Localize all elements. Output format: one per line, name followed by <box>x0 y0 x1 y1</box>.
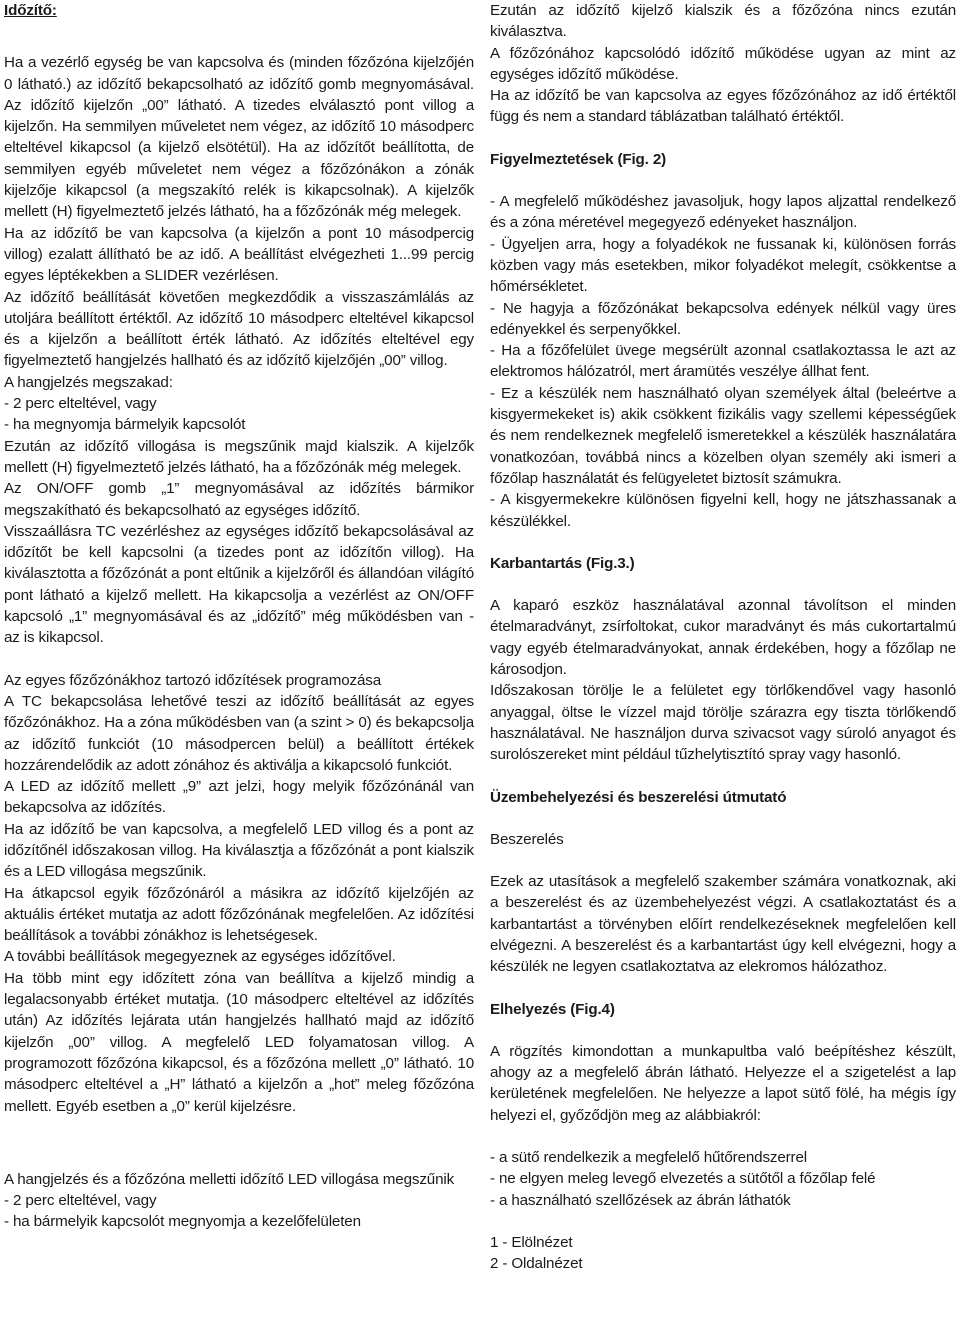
maintenance-heading: Karbantartás (Fig.3.) <box>490 554 635 572</box>
right-column <box>490 0 956 1275</box>
placement-list-item-1: - a sütő rendelkezik a megfelelő hűtőrendszerrel <box>490 1149 807 1167</box>
left-column <box>4 0 474 1233</box>
timer-list-item-2: - ha megnyomja bármelyik kapcsolót <box>4 416 246 434</box>
programming-paragraph-1: A TC bekapcsolása lehetővé teszi az időzítő beállítását az egyes főzőzónákhoz. Ha a zóna működésben van (a szint > 0) és bekapcsolja az időzítő funkciót (10 másodpercen belül) a beállított értékek hozzárendelődik az adott zónához és aktiválja a kikapcsoló funkciót. <box>4 692 474 774</box>
programming-paragraph-4: Ha átkapcsol egyik főzőzónáról a másikra az időzítő kijelzőjén az aktuális értéket mutatja az adott főzőzónának megfelelően. Az időzítési beállítások a további zónákhoz is lehetségesek. <box>4 884 474 945</box>
timer-paragraph-3: Az időzítő beállítását követően megkezdődik a visszaszámlálás az utoljára beállított értéktől. Az időzítő 10 másodperc elteltével kikapcsol és a kijelzőn a beállított érték látható. Az időzítés elteltével egy figyelmeztető hangjelzés hallható és az időzítő kijelzőjén „00” villog. <box>4 288 474 370</box>
programming-paragraph-2: A LED az időzítő mellett „9” azt jelzi, hogy melyik főzőzónánál van bekapcsolva az időzítés. <box>4 778 474 817</box>
warning-item-6: - A kisgyermekekre különösen figyelni kell, hogy ne játszhassanak a készülékkel. <box>490 491 956 530</box>
installation-heading: Üzembehelyezési és beszerelési útmutató <box>490 788 787 806</box>
programming-heading: Az egyes főzőzónákhoz tartozó időzítések programozása <box>4 671 382 689</box>
warning-item-3: - Ne hagyja a főzőzónákat bekapcsolva edények nélkül vagy üres edényekkel és serpenyőkkel. <box>490 299 956 338</box>
continuation-paragraph-3: Ha az időzítő be van kapcsolva az egyes főzőzónához az idő értéktől függ és nem a standard táblázatban található értéktől. <box>490 87 956 126</box>
signal-end-list-item-1: - 2 perc elteltével, vagy <box>4 1192 157 1210</box>
signal-end-paragraph: A hangjelzés és a főzőzóna melletti időzítő LED villogása megszűnik <box>4 1170 455 1188</box>
warning-item-1: - A megfelelő működéshez javasoljuk, hogy lapos aljzattal rendelkező és a zóna méretével megegyező edényeket használjon. <box>490 193 956 232</box>
timer-heading: Időzítő: <box>4 2 57 19</box>
timer-list-item-1: - 2 perc elteltével, vagy <box>4 395 157 413</box>
warning-item-4: - Ha a főzőfelület üvege megsérült azonnal csatlakoztassa le azt az elektromos hálózatról, mert áramütés veszélye állhat fent. <box>490 342 956 381</box>
signal-end-list-item-2: - ha bármelyik kapcsolót megnyomja a kezelőfelületen <box>4 1213 361 1231</box>
continuation-paragraph-1: Ezután az időzítő kijelző kialszik és a főzőzóna nincs ezután kiválasztva. <box>490 2 956 41</box>
maintenance-paragraph-2: Időszakosan törölje le a felületet egy törlőkendővel vagy hasonló anyaggal, öltse le vízzel majd törölje szárazra egy tiszta törlőkendő használatával. Ne használjon durva szivacsot vagy súroló anyagot és surolószereket mint például tűzhelytisztító spray vagy hasonló. <box>490 682 956 764</box>
timer-paragraph-2: Ha az időzítő be van kapcsolva (a kijelzőn a pont 10 másodpercig villog) ezalatt állítható be az idő. A beállítást elvégezheti 1...99 percig egyes léptékekben a SLIDER vezérlésen. <box>4 224 474 285</box>
timer-paragraph-4: A hangjelzés megszakad: <box>4 373 173 391</box>
timer-paragraph-6: Az ON/OFF gomb „1” megnyomásával az időzítés bármikor megszakítható és bekapcsolható az egységes időzítő. <box>4 480 474 519</box>
timer-paragraph-7: Visszaállásra TC vezérléshez az egységes időzítő bekapcsolásával az időzítőt be kell kapcsolni (a tizedes pont az időzítőn villog). Ha kiválasztotta a főzőzónát a pont eltűnik a kijelzőről és állandóan világító pont látható a kijelző mellett. Ha kikapcsolja a vezérlést az ON/OFF kapcsoló „1” megnyomásával és az „időzítő” még működésben van - az is kikapcsol. <box>4 522 474 647</box>
warning-item-5: - Ez a készülék nem használható olyan személyek által (beleértve a kisgyermekeket is) akik csökkent fizikális vagy szellemi képességűek és nem rendelkeznek megfelelő ismeretekkel a készülék használatára vonatkozóan, továbbá nincs a közelben olyan személy aki ismeri a főzőlap használatát és felügyeletet biztosít számukra. <box>490 384 956 487</box>
installation-paragraph: Ezek az utasítások a megfelelő szakember számára vonatkoznak, aki a beszerelést és az üzembehelyezést végzi. A csatlakoztatást és a karbantartást a törvényben előírt rendelkezéseknek megfelelően kell elvégezni. A beszerelést és a karbantartást úgy kell elvégezni, hogy a készülék ne legyen csatlakoztatva az elekromos hálózathoz. <box>490 873 956 976</box>
continuation-paragraph-2: A főzőzónához kapcsolódó időzítő működése ugyan az mint az egységes időzítő működése. <box>490 44 956 83</box>
figure-legend-side-view: 2 - Oldalnézet <box>490 1255 583 1273</box>
placement-paragraph: A rögzítés kimondottan a munkapultba való beépítéshez készült, ahogy az a megfelelő ábrán látható. Helyezze el a szigetelést a lap kerületének megfelelően. Ne helyezze a lapot sütő fölé, ha mégis így helyezi el, győződjön meg az alábbiakról: <box>490 1042 956 1124</box>
warning-item-2: - Ügyeljen arra, hogy a folyadékok ne fussanak ki, különösen forrás közben vagy más esetekben, mikor folyadékot melegít, csökkentse a hőmérsékletet. <box>490 235 956 296</box>
placement-heading: Elhelyezés (Fig.4) <box>490 1000 615 1018</box>
programming-paragraph-5: A további beállítások megegyeznek az egységes időzítővel. <box>4 948 396 966</box>
programming-paragraph-6: Ha több mint egy időzített zóna van beállítva a kijelző mindig a legalacsonyabb értéket mutatja. (10 másodperc elteltével az időzítés után) Az időzítés lejárata után hangjelzés hallható majd az időzítő kijelzőn „00” villog. A megfelelő LED folyamatosan villog. A programozott főzőzóna kikapcsol, és a főzőzóna mellett „0” látható. 10 másodperc elteltével a „H” látható a kijelzőn a „hot” meleg főzőzóna mellett. Egyéb esetben a „0” kerül kijelzésre. <box>4 969 474 1115</box>
warnings-heading: Figyelmeztetések (Fig. 2) <box>490 150 667 168</box>
maintenance-paragraph-1: A kaparó eszköz használatával azonnal távolítson el minden ételmaradványt, zsírfoltokat, cukor maradványt és más cukortartalmú vagy egyéb ételmaradványokat, annak érdekében, hogy a főzőlap ne károsodjon. <box>490 597 956 679</box>
placement-list-item-3: - a használható szellőzések az ábrán láthatók <box>490 1191 791 1209</box>
placement-list-item-2: - ne elgyen meleg levegő elvezetés a sütőtől a főzőlap felé <box>490 1170 876 1188</box>
installation-subheading: Beszerelés <box>490 830 564 848</box>
timer-paragraph-5: Ezután az időzítő villogása is megszűnik majd kialszik. A kijelzők mellett (H) figyelmeztető jelzés látható, ha a főzőzónák még melegek. <box>4 437 474 476</box>
figure-legend-front-view: 1 - Elölnézet <box>490 1233 573 1251</box>
timer-paragraph-1: Ha a vezérlő egység be van kapcsolva és (minden főzőzóna kijelzőjén 0 látható.) az időzítő bekapcsolható az időzítő gomb megnyomásával. Az időzítő kijelzőn „00” látható. A tizedes elválasztó pont villog a kijelzőn. Ha semmilyen műveletet nem végez, az időzítő 10 másodperc elteltével kikapcsol (a kijelző elsötétül). Ha az időzítőt beállította, de semmilyen egyéb műveletet nem végez a főzőzónákon a zónák kijelzője kikapcsol (a megszakító relék is kikapcsolnak). A kijelzők mellett (H) figyelmeztető jelzés látható, ha a főzőzónák még melegek. <box>4 54 474 221</box>
programming-paragraph-3: Ha az időzítő be van kapcsolva, a megfelelő LED villog és a pont az időzítőnél időszakosan villog. Ha kiválasztja a főzőzónát a pont kialszik és a LED villogása megszűnik. <box>4 820 474 881</box>
